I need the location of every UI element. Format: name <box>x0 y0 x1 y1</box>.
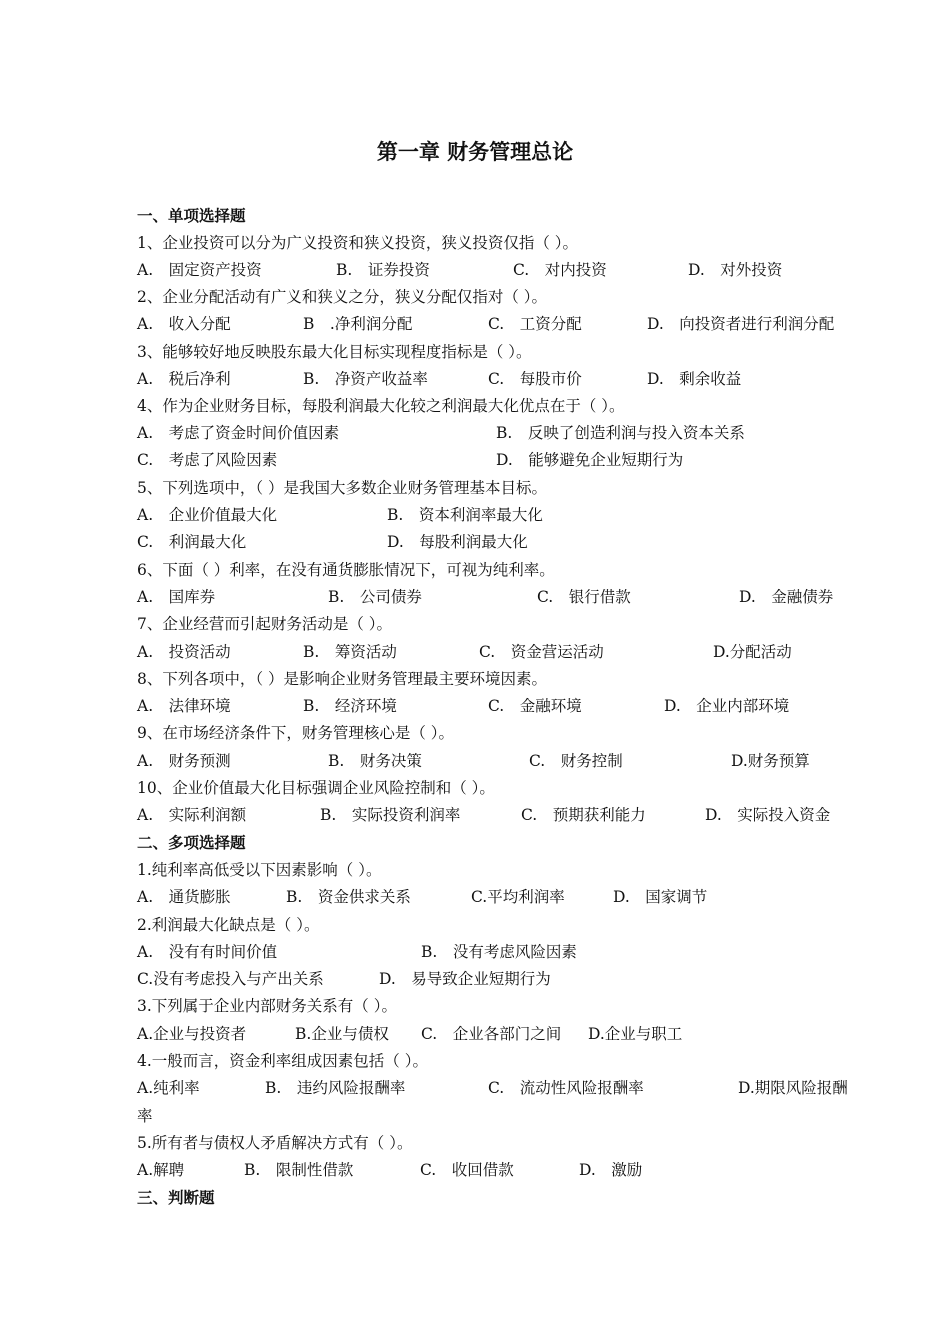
option-a: A. 固定资产投资 <box>137 261 262 279</box>
option-b: B. 净资产收益率 <box>303 370 428 388</box>
option-b: B. 筹资活动 <box>303 643 397 661</box>
option-a: A. 国库券 <box>137 588 216 606</box>
option-d-wrap: 率 <box>137 1107 153 1125</box>
option-c: C. 金融环境 <box>488 697 582 715</box>
option-c: C. 考虑了风险因素 <box>137 451 278 469</box>
option-a: A.企业与投资者 <box>137 1025 247 1043</box>
option-d: D.企业与职工 <box>588 1025 683 1043</box>
option-c: C. 预期获利能力 <box>521 806 646 824</box>
option-b: B. 经济环境 <box>303 697 397 715</box>
option-c: C. 收回借款 <box>420 1161 514 1179</box>
question-7: 7、企业经营而引起财务活动是（ ）。 <box>137 615 393 633</box>
option-a: A. 实际利润额 <box>137 806 247 824</box>
option-d: D. 激励 <box>579 1161 643 1179</box>
question-3: 3、能够较好地反映股东最大化目标实现程度指标是（ ）。 <box>137 343 532 361</box>
option-b: B. 证券投资 <box>336 261 430 279</box>
option-a: A.纯利率 <box>137 1079 200 1097</box>
option-a: A.解聘 <box>137 1161 185 1179</box>
option-a: A. 税后净利 <box>137 370 231 388</box>
option-b: B.企业与债权 <box>295 1025 389 1043</box>
option-c: C. 银行借款 <box>537 588 631 606</box>
option-d: D. 对外投资 <box>688 261 783 279</box>
option-b: B .净利润分配 <box>303 315 413 333</box>
option-a: A. 法律环境 <box>137 697 231 715</box>
question-1: 1、企业投资可以分为广义投资和狭义投资，狭义投资仅指（ ）。 <box>137 234 579 252</box>
section-heading-single-choice: 一、单项选择题 <box>137 207 246 225</box>
option-d: D. 每股利润最大化 <box>387 533 528 551</box>
option-b: B. 没有考虑风险因素 <box>421 943 577 961</box>
option-b: B. 反映了创造利润与投入资本关系 <box>496 424 745 442</box>
question-6: 6、下面（ ）利率，在没有通货膨胀情况下，可视为纯利率。 <box>137 561 555 579</box>
option-c: C. 财务控制 <box>529 752 623 770</box>
option-d: D.期限风险报酬 <box>738 1079 848 1097</box>
option-c: C.没有考虑投入与产出关系 <box>137 970 324 988</box>
question-5: 5、下列选项中，（ ）是我国大多数企业财务管理基本目标。 <box>137 479 548 497</box>
option-c: C. 对内投资 <box>513 261 607 279</box>
option-a: A. 企业价值最大化 <box>137 506 278 524</box>
option-a: A. 财务预测 <box>137 752 231 770</box>
option-a: A. 收入分配 <box>137 315 231 333</box>
option-c: C. 工资分配 <box>488 315 582 333</box>
option-c: C. 资金营运活动 <box>479 643 604 661</box>
multi-question-2: 2.利润最大化缺点是（ ）。 <box>137 916 320 934</box>
section-heading-true-false: 三、判断题 <box>137 1189 215 1207</box>
option-d: D. 金融债券 <box>739 588 834 606</box>
option-a: A. 通货膨胀 <box>137 888 231 906</box>
question-4: 4、作为企业财务目标，每股利润最大化较之利润最大化优点在于（ ）。 <box>137 397 625 415</box>
option-b: B. 资本利润率最大化 <box>387 506 543 524</box>
option-d: D. 剩余收益 <box>647 370 742 388</box>
page-title: 第一章 财务管理总论 <box>376 140 574 164</box>
option-b: B. 实际投资利润率 <box>320 806 461 824</box>
multi-question-1: 1.纯利率高低受以下因素影响（ ）。 <box>137 861 382 879</box>
question-10: 10、企业价值最大化目标强调企业风险控制和（ ）。 <box>137 779 495 797</box>
option-c: C. 利润最大化 <box>137 533 247 551</box>
question-8: 8、下列各项中，（ ）是影响企业财务管理最主要环境因素。 <box>137 670 548 688</box>
option-b: B. 资金供求关系 <box>286 888 411 906</box>
multi-question-4: 4.一般而言，资金利率组成因素包括（ ）。 <box>137 1052 428 1070</box>
option-d: D. 企业内部环境 <box>664 697 790 715</box>
option-c: C.平均利润率 <box>471 888 565 906</box>
option-d: D. 向投资者进行利润分配 <box>647 315 835 333</box>
question-2: 2、企业分配活动有广义和狭义之分，狭义分配仅指对（ ）。 <box>137 288 548 306</box>
option-b: B. 限制性借款 <box>244 1161 354 1179</box>
option-b: B. 公司债券 <box>328 588 422 606</box>
multi-question-5: 5.所有者与债权人矛盾解决方式有（ ）。 <box>137 1134 413 1152</box>
option-d: D. 国家调节 <box>613 888 708 906</box>
option-a: A. 投资活动 <box>137 643 231 661</box>
option-a: A. 没有有时间价值 <box>137 943 278 961</box>
option-d: D. 能够避免企业短期行为 <box>496 451 684 469</box>
option-c: C. 企业各部门之间 <box>421 1025 562 1043</box>
option-d: D. 易导致企业短期行为 <box>379 970 551 988</box>
section-heading-multi-choice: 二、多项选择题 <box>137 834 246 852</box>
multi-question-3: 3.下列属于企业内部财务关系有（ ）。 <box>137 997 397 1015</box>
option-c: C. 流动性风险报酬率 <box>488 1079 644 1097</box>
option-c: C. 每股市价 <box>488 370 582 388</box>
question-9: 9、在市场经济条件下，财务管理核心是（ ）。 <box>137 724 455 742</box>
option-a: A. 考虑了资金时间价值因素 <box>137 424 340 442</box>
option-d: D.分配活动 <box>713 643 792 661</box>
option-b: B. 财务决策 <box>328 752 422 770</box>
option-b: B. 违约风险报酬率 <box>265 1079 406 1097</box>
option-d: D.财务预算 <box>731 752 810 770</box>
option-d: D. 实际投入资金 <box>705 806 831 824</box>
